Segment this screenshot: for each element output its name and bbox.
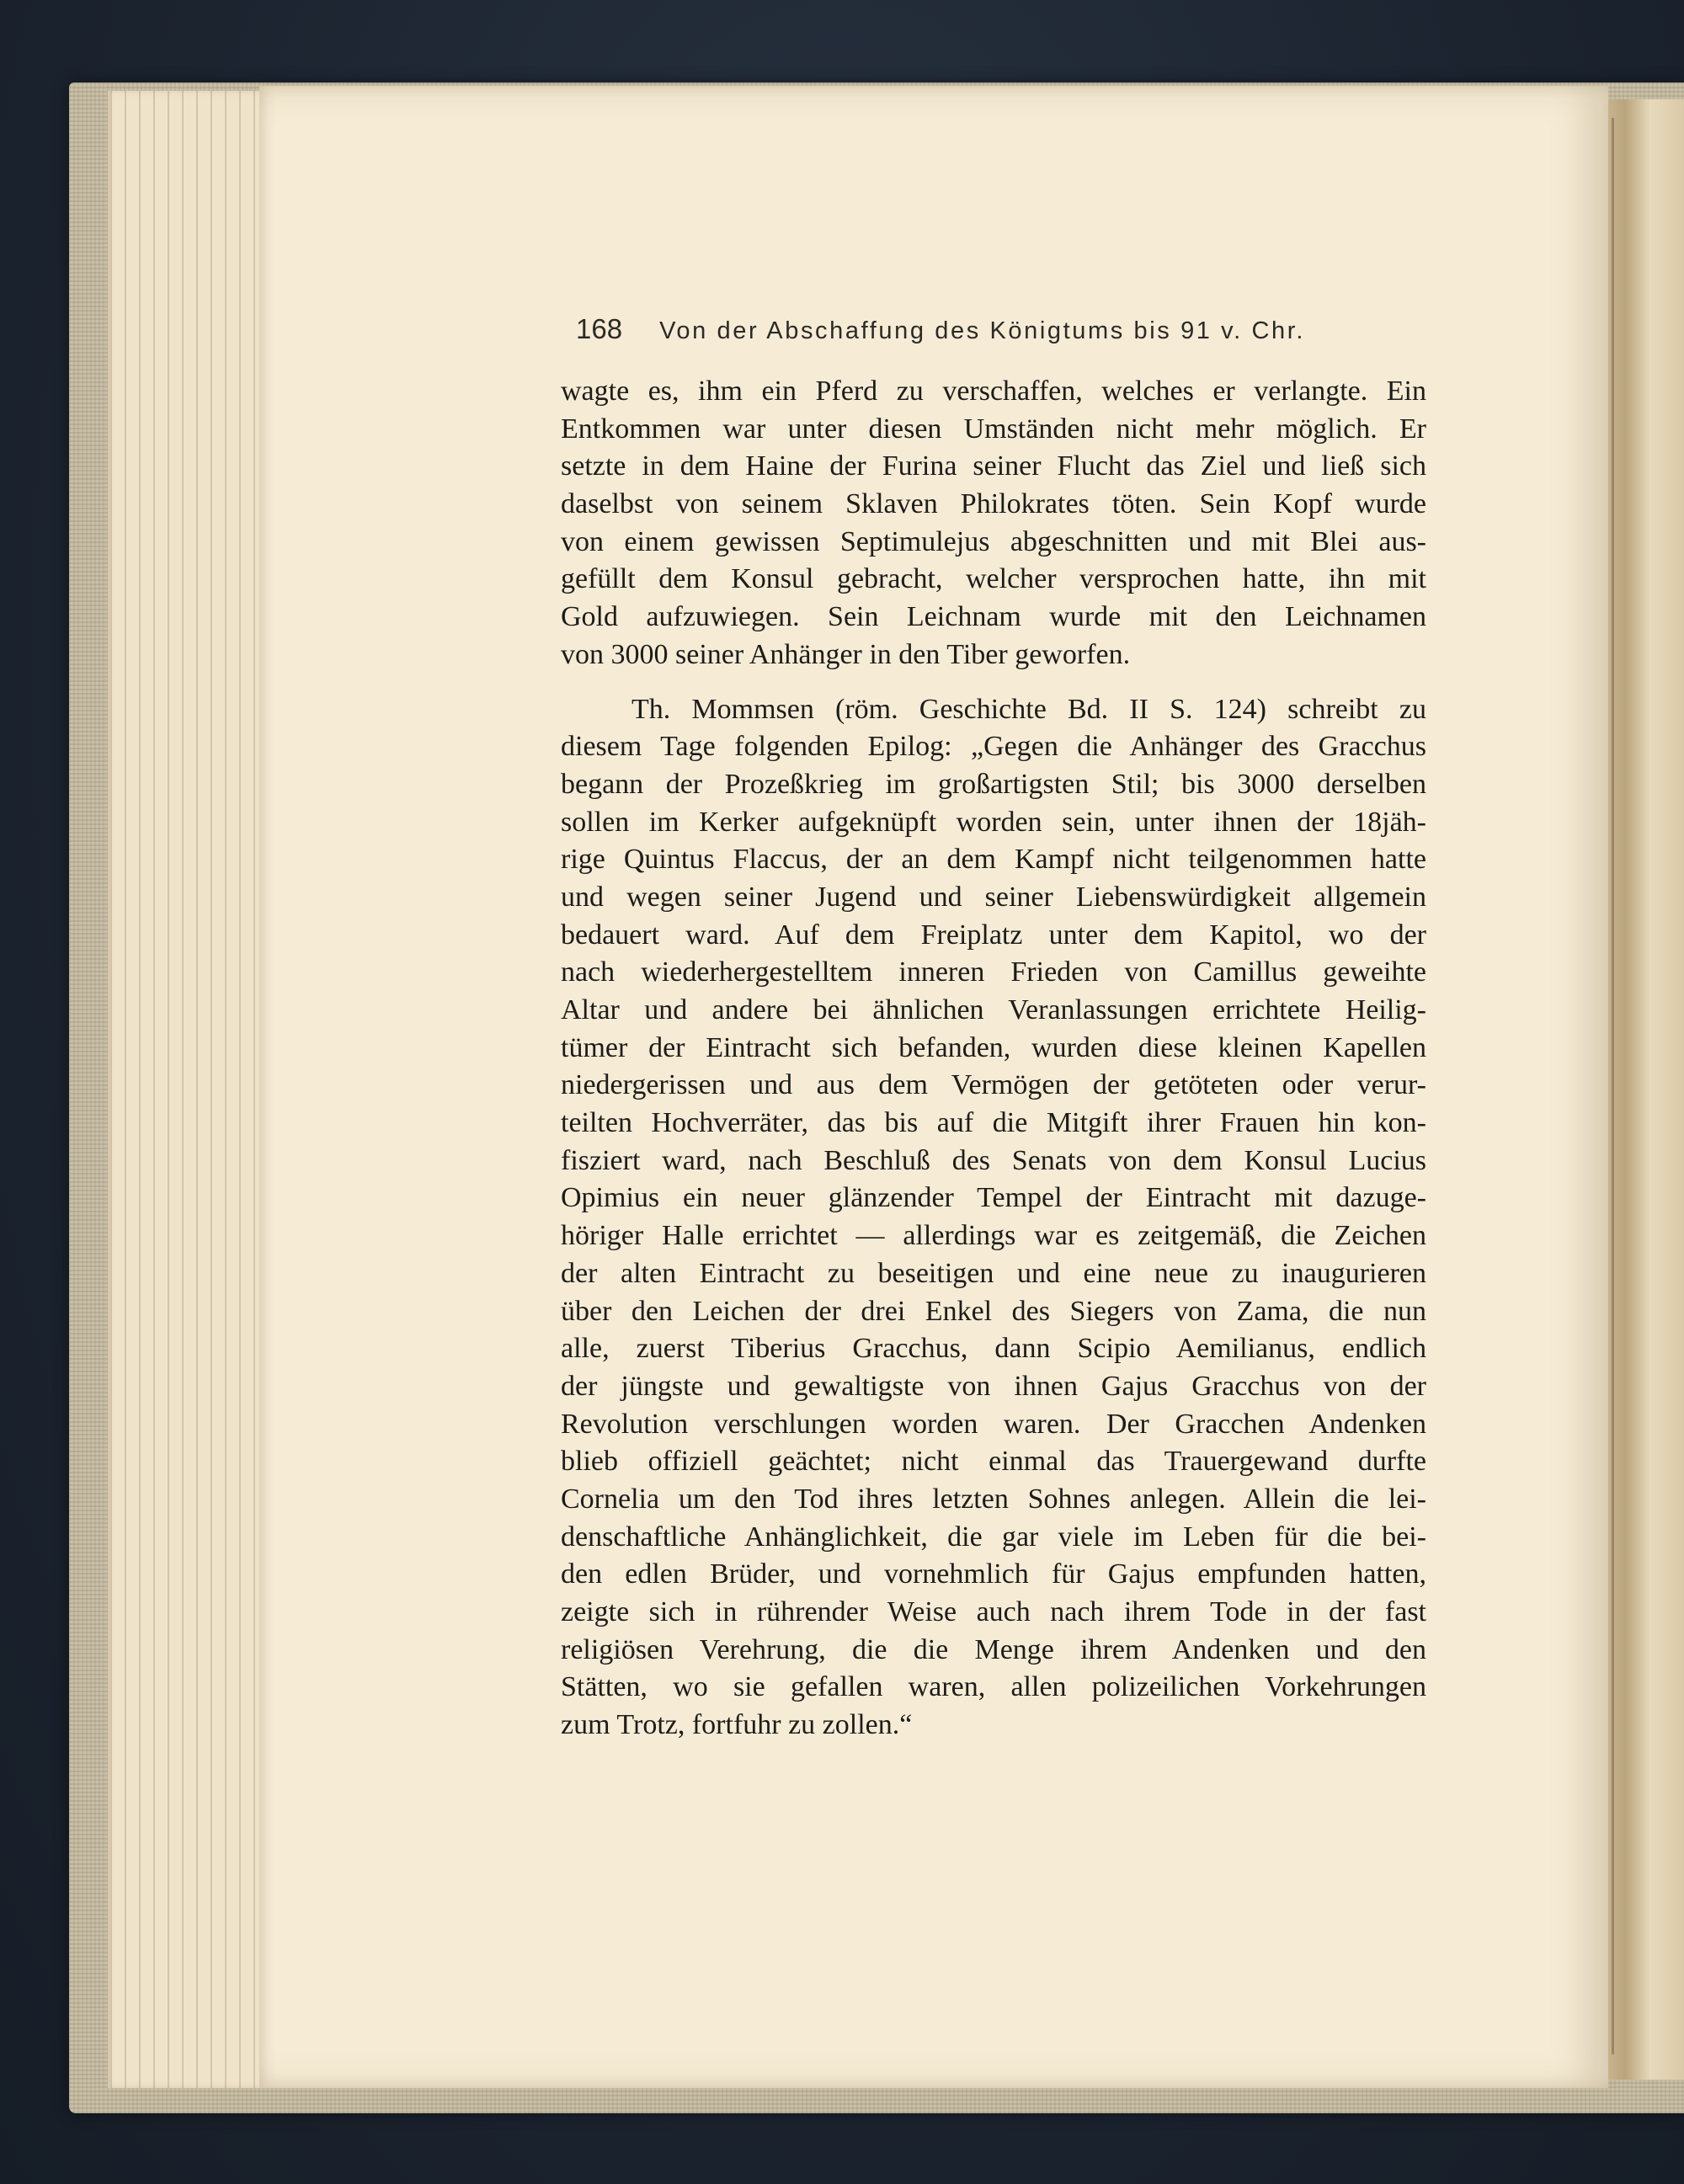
gutter-shadow-line	[1612, 118, 1614, 2054]
text-line: Cornelia um den Tod ihres letzten Sohnes anlegen. Allein die lei-	[561, 1483, 1426, 1515]
text-line: tümer der Eintracht sich befanden, wurden diese kleinen Kapellen	[561, 1031, 1426, 1063]
text-line: wagte es, ihm ein Pferd zu verschaffen, welches er verlangte. Ein	[561, 376, 1426, 407]
text-line: Opimius ein neuer glänzender Tempel der Eintracht mit dazuge-	[561, 1182, 1426, 1214]
text-line: blieb offiziell geächtet; nicht einmal das Trauergewand durfte	[561, 1446, 1426, 1478]
text-line: bedauert ward. Auf dem Freiplatz unter dem Kapitol, wo der	[561, 919, 1426, 951]
text-line: der alten Eintracht zu beseitigen und eine neue zu inaugurieren	[561, 1257, 1426, 1289]
text-line: zeigte sich in rührender Weise auch nach ihrem Tode in der fast	[561, 1596, 1426, 1627]
text-line: setzte in dem Haine der Furina seiner Flucht das Ziel und ließ sich	[561, 450, 1426, 482]
text-line: niedergerissen und aus dem Vermögen der getöteten oder verur-	[561, 1069, 1426, 1101]
text-line: Th. Mommsen (röm. Geschichte Bd. II S. 124) schreibt zu	[632, 693, 1426, 725]
text-line: alle, zuerst Tiberius Gracchus, dann Scipio Aemilianus, endlich	[561, 1333, 1426, 1365]
running-title: Von der Abschaffung des Königtums bis 91 v. Chr.	[659, 317, 1306, 344]
page-number: 168	[576, 313, 623, 344]
text-line: diesem Tage folgenden Epilog: „Gegen die Anhänger des Gracchus	[561, 731, 1426, 763]
text-line: Altar und andere bei ähnlichen Veranlassungen errichtete Heilig-	[561, 994, 1426, 1025]
text-line: Revolution verschlungen worden waren. Der Gracchen Andenken	[561, 1408, 1426, 1440]
text-line: zum Trotz, fortfuhr zu zollen.“	[561, 1709, 913, 1741]
page-edges	[108, 91, 267, 2088]
running-head	[576, 313, 1426, 355]
text-line: Stätten, wo sie gefallen waren, allen polizeilichen Vorkehrungen	[561, 1671, 1426, 1703]
text-line: über den Leichen der drei Enkel des Siegers von Zama, die nun	[561, 1295, 1426, 1327]
text-line: rige Quintus Flaccus, der an dem Kampf nicht teilgenommen hatte	[561, 844, 1426, 876]
text-line: fisziert ward, nach Beschluß des Senats von dem Konsul Lucius	[561, 1144, 1426, 1176]
text-line: Gold aufzuwiegen. Sein Leichnam wurde mit den Leichnamen	[561, 601, 1426, 633]
text-line: von 3000 seiner Anhänger in den Tiber geworfen.	[561, 638, 1131, 670]
text-line: Entkommen war unter diesen Umständen nicht mehr möglich. Er	[561, 413, 1426, 445]
text-line: höriger Halle errichtet — allerdings war es zeitgemäß, die Zeichen	[561, 1220, 1426, 1252]
text-line: und wegen seiner Jugend und seiner Liebenswürdigkeit allgemein	[561, 881, 1426, 913]
text-line: der jüngste und gewaltigste von ihnen Gajus Gracchus von der	[561, 1370, 1426, 1402]
text-line: den edlen Brüder, und vornehmlich für Gajus empfunden hatten,	[561, 1558, 1426, 1590]
text-line: religiösen Verehrung, die die Menge ihrem Andenken und den	[561, 1633, 1426, 1665]
text-line: begann der Prozeßkrieg im großartigsten Stil; bis 3000 derselben	[561, 768, 1426, 800]
text-line: daselbst von seinem Sklaven Philokrates töten. Sein Kopf wurde	[561, 488, 1426, 520]
paragraph-gap	[561, 674, 1426, 691]
text-line: gefüllt dem Konsul gebracht, welcher versprochen hatte, ihn mit	[561, 563, 1426, 595]
text-line: von einem gewissen Septimulejus abgeschnitten und mit Blei aus-	[561, 525, 1426, 557]
text-line: nach wiederhergestelltem inneren Frieden von Camillus geweihte	[561, 956, 1426, 988]
text-line: denschaftliche Anhänglichkeit, die gar viele im Leben für die bei-	[561, 1521, 1426, 1553]
text-line: sollen im Kerker aufgeknüpft worden sein, unter ihnen der 18jäh-	[561, 806, 1426, 838]
body-text	[561, 373, 1426, 1745]
text-line: teilten Hochverräter, das bis auf die Mitgift ihrer Frauen hin kon-	[561, 1107, 1426, 1139]
